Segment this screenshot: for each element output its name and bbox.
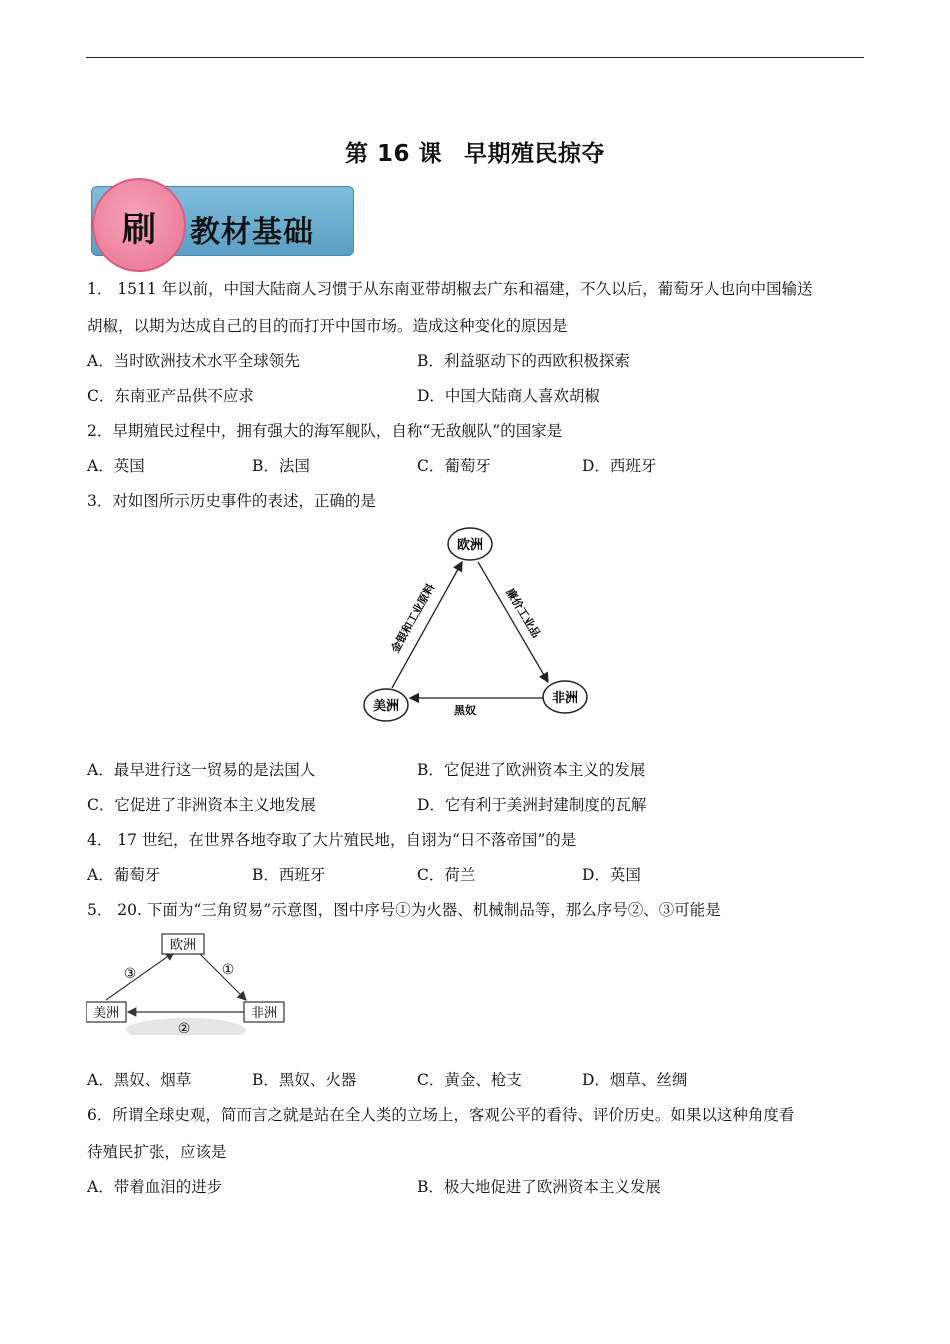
q5-option-c[interactable]: C．黄金、枪支	[417, 1071, 522, 1089]
box-america-label: 美洲	[92, 1006, 120, 1021]
q2-option-d[interactable]: D．西班牙	[582, 457, 657, 475]
label-gold-raw-materials: 金银和工业原料	[388, 581, 438, 656]
q3-option-b[interactable]: B．它促进了欧洲资本主义的发展	[417, 761, 646, 779]
question-6-text-line1: 6．所谓全球史观，简而言之就是站在全人类的立场上，客观公平的看待、评价历史。如果以这种角度看	[87, 1106, 795, 1124]
q1-option-c[interactable]: C．东南亚产品供不应求	[87, 387, 254, 405]
q1-option-b[interactable]: B．利益驱动下的西欧积极探索	[417, 352, 630, 370]
q3-option-a[interactable]: A．最早进行这一贸易的是法国人	[87, 761, 316, 779]
section-title: 教材基础	[190, 215, 314, 250]
q5-option-a[interactable]: A．黑奴、烟草	[87, 1071, 192, 1089]
q4-option-d[interactable]: D．英国	[582, 866, 641, 884]
question-4-text: 4． 17 世纪，在世界各地夺取了大片殖民地，自诩为“日不落帝国”的是	[87, 831, 577, 849]
q1-option-d[interactable]: D．中国大陆商人喜欢胡椒	[417, 387, 600, 405]
box-africa	[244, 1002, 284, 1022]
node-america	[364, 689, 408, 721]
node-europe-label: 欧洲	[456, 538, 484, 553]
banner-badge-char: 刷	[122, 210, 156, 250]
box-africa-label: 非洲	[250, 1006, 278, 1021]
label-cheap-goods: 廉价工业品	[503, 586, 543, 641]
question-6-text-line2: 待殖民扩张，应该是	[87, 1143, 227, 1161]
question-1-text-line1: 1． 1511 年以前，中国大陆商人习惯于从东南亚带胡椒去广东和福建，不久以后，葡萄牙人也向中国输送	[87, 280, 813, 298]
number-1: ①	[221, 962, 235, 978]
node-america-label: 美洲	[372, 699, 400, 714]
q5-option-d[interactable]: D．烟草、丝绸	[582, 1071, 688, 1089]
question-3-text: 3．对如图所示历史事件的表述，正确的是	[87, 492, 376, 510]
q3-option-c[interactable]: C．它促进了非洲资本主义地发展	[87, 796, 316, 814]
page-title	[0, 135, 950, 168]
arrow-america-to-europe	[106, 952, 174, 1000]
q4-option-b[interactable]: B．西班牙	[252, 866, 326, 884]
q2-option-c[interactable]: C．葡萄牙	[417, 457, 491, 475]
lesson-number: 第 16 课	[344, 141, 443, 167]
q2-option-b[interactable]: B．法国	[252, 457, 310, 475]
header-rule	[86, 57, 864, 58]
q2-option-a[interactable]: A．英国	[87, 457, 145, 475]
q4-option-a[interactable]: A．葡萄牙	[87, 866, 161, 884]
number-2: ②	[177, 1021, 191, 1035]
triangle-trade-numbered-diagram	[86, 930, 296, 1035]
q4-option-c[interactable]: C．荷兰	[417, 866, 476, 884]
node-africa	[543, 681, 587, 713]
q5-option-b[interactable]: B．黑奴、火器	[252, 1071, 357, 1089]
lesson-name: 早期殖民掠夺	[464, 141, 606, 167]
node-africa-label: 非洲	[551, 691, 579, 706]
question-5-text: 5． 20. 下面为“三角贸易”示意图，图中序号①为火器、机械制品等，那么序号②、③可能是	[87, 901, 721, 919]
triangle-trade-diagram	[350, 520, 600, 730]
question-2-text: 2．早期殖民过程中，拥有强大的海军舰队，自称“无敌舰队”的国家是	[87, 422, 563, 440]
box-europe-label: 欧洲	[169, 938, 197, 953]
arrow-europe-to-africa	[478, 562, 548, 682]
box-europe	[162, 934, 204, 954]
node-europe	[448, 528, 492, 560]
q1-option-a[interactable]: A．当时欧洲技术水平全球领先	[87, 352, 300, 370]
q6-option-b[interactable]: B．极大地促进了欧洲资本主义发展	[417, 1178, 661, 1196]
q6-option-a[interactable]: A．带着血泪的进步	[87, 1178, 223, 1196]
label-slaves: 黑奴	[454, 704, 476, 717]
box-america	[86, 1002, 126, 1022]
q3-option-d[interactable]: D．它有利于美洲封建制度的瓦解	[417, 796, 647, 814]
number-3: ③	[123, 966, 137, 982]
question-1-text-line2: 胡椒，以期为达成自己的目的而打开中国市场。造成这种变化的原因是	[87, 317, 568, 335]
